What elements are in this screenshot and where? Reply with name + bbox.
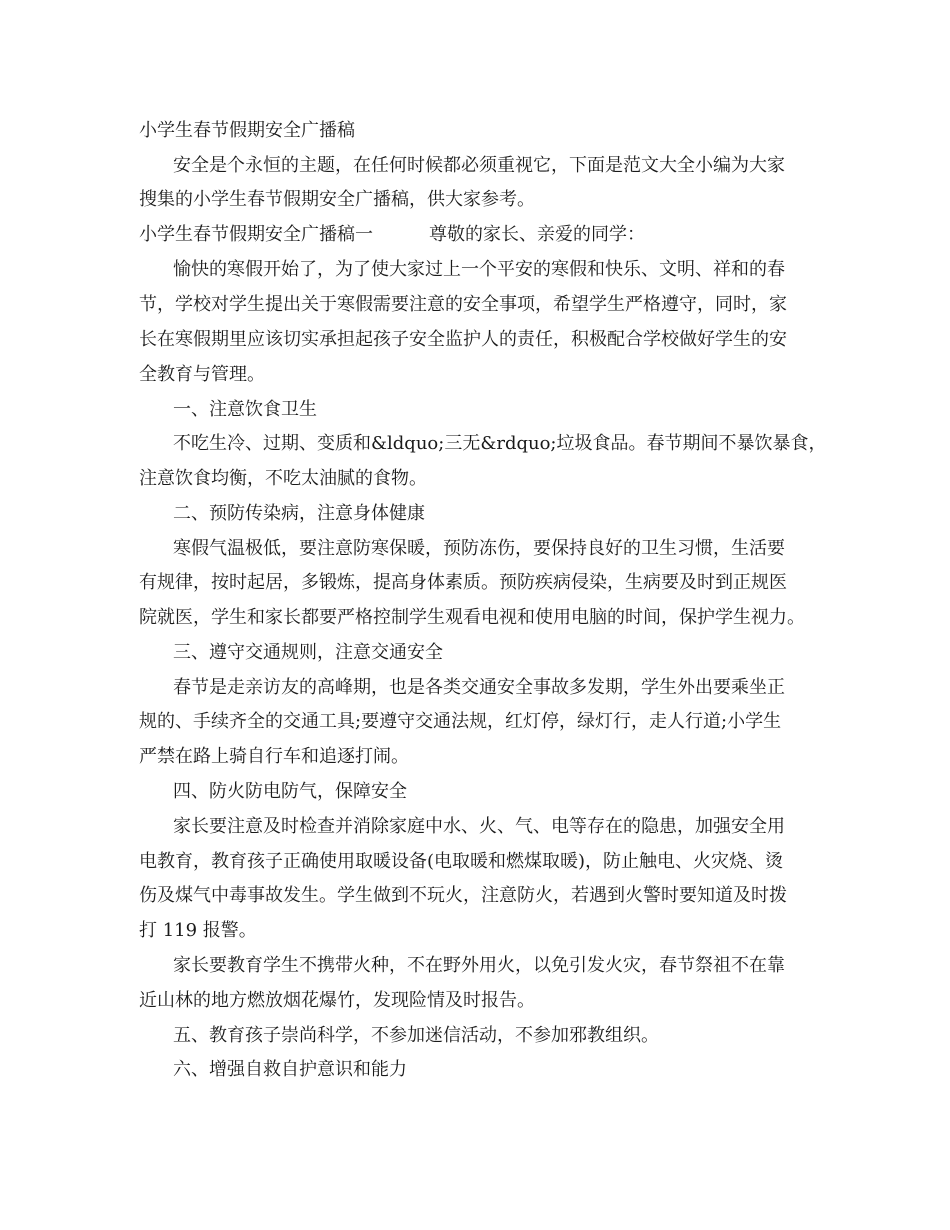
document-title: 小学生春节假期安全广播稿 — [139, 120, 355, 141]
item3-line-1: 春节是走亲访友的高峰期，也是各类交通安全事故多发期，学生外出要乘坐正 — [173, 677, 785, 698]
item2-line-1: 寒假气温极低，要注意防寒保暖，预防冻伤，要保持良好的卫生习惯，生活要 — [173, 538, 785, 559]
item4-para2-line-1: 家长要教育学生不携带火种，不在野外用火，以免引发火灾，春节祭祖不在靠 — [173, 955, 785, 976]
item1-line-2: 注意饮食均衡，不吃太油腻的食物。 — [139, 468, 427, 489]
salutation: 尊敬的家长、亲爱的同学： — [429, 224, 645, 245]
item3-line-2: 规的、手续齐全的交通工具;要遵守交通法规，红灯停，绿灯行，走人行道;小学生 — [139, 711, 782, 732]
item4-heading: 四、防火防电防气，保障安全 — [173, 781, 407, 802]
item4-line-3: 伤及煤气中毒事故发生。学生做到不玩火，注意防火，若遇到火警时要知道及时拨 — [139, 885, 787, 906]
item3-line-3: 严禁在路上骑自行车和追逐打闹。 — [139, 746, 409, 767]
intro-line-1: 安全是个永恒的主题，在任何时候都必须重视它，下面是范文大全小编为大家 — [173, 155, 785, 176]
item1-line-1: 不吃生冷、过期、变质和&ldquo;三无&rdquo;垃圾食品。春节期间不暴饮暴食， — [173, 433, 827, 454]
section-heading: 小学生春节假期安全广播稿一 — [139, 224, 373, 245]
item4-para2-line-2: 近山林的地方燃放烟花爆竹，发现险情及时报告。 — [139, 990, 535, 1011]
opening-line-3: 长在寒假期里应该切实承担起孩子安全监护人的责任，积极配合学校做好学生的安 — [139, 329, 787, 350]
item4-line-1: 家长要注意及时检查并消除家庭中水、火、气、电等存在的隐患，加强安全用 — [173, 816, 785, 837]
item3-heading: 三、遵守交通规则，注意交通安全 — [173, 642, 443, 663]
item2-line-2: 有规律，按时起居，多锻炼，提高身体素质。预防疾病侵染，生病要及时到正规医 — [139, 572, 787, 593]
item4-line-4: 打 119 报警。 — [139, 920, 257, 941]
item4-line-2: 电教育，教育孩子正确使用取暖设备(电取暖和燃煤取暖)，防止触电、火灾烧、烫 — [139, 851, 784, 872]
opening-line-2: 节，学校对学生提出关于寒假需要注意的安全事项，希望学生严格遵守，同时，家 — [139, 294, 787, 315]
intro-line-2: 搜集的小学生春节假期安全广播稿，供大家参考。 — [139, 189, 535, 210]
item2-heading: 二、预防传染病，注意身体健康 — [173, 503, 425, 524]
item6-heading: 六、增强自救自护意识和能力 — [173, 1059, 407, 1080]
opening-line-1: 愉快的寒假开始了，为了使大家过上一个平安的寒假和快乐、文明、祥和的春 — [173, 259, 785, 280]
section-heading-line — [139, 220, 950, 250]
item5-heading: 五、教育孩子崇尚科学，不参加迷信活动，不参加邪教组织。 — [173, 1025, 659, 1046]
item1-heading: 一、注意饮食卫生 — [173, 399, 317, 420]
item2-line-3: 院就医，学生和家长都要严格控制学生观看电视和使用电脑的时间，保护学生视力。 — [139, 607, 805, 628]
opening-line-4: 全教育与管理。 — [139, 364, 265, 385]
